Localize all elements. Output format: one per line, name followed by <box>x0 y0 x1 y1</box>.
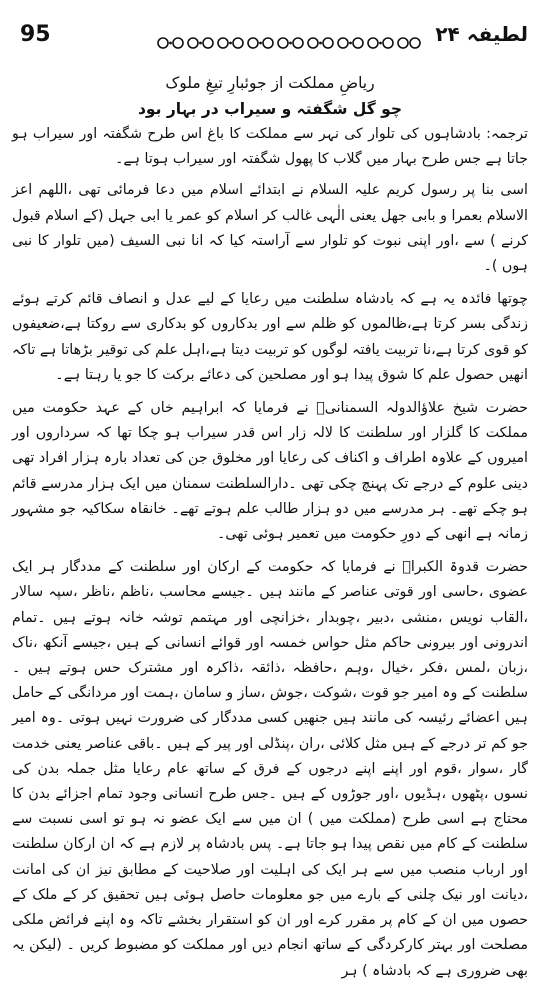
page-number: 95 <box>20 22 51 47</box>
paragraph-qudwat-ul-kubra: حضرت قدوۃ الکبراؒ نے فرمایا کہ حکومت کے ارکان اور سلطنت کے مددگار ہر ایک عضوی ،حاسی اور قوتی عناصر کے مانند ہیں ۔جیسے محاسب ،ناظم ،ناظر ،سپہ سالار ،القاب نویس ،منشی ،دبیر ،چوبدار ،خزانچی اور مہتمم توشہ خانہ ہوتے ہیں ۔تمام اندرونی اور بیرونی حاکم مثل حواس خمسہ اور قوائے انسانی کے ہیں ،جیسے آنکھ ،ناک ،زبان ،لمس ،فکر ،خیال ،وہم ،حافظہ ،ذائقہ ،ذاکرہ اور مشترک حس ہوتے ہیں ۔سلطنت کے وہ امیر جو قوت ،شوکت ،جوش ،ساز و سامان ،ہمت اور مردانگی کے حامل ہیں اعضائے رئیسہ کی مانند ہیں جنھیں کسی مددگار کی ضرورت نہیں ہوتی ۔وہ امیر جو کم تر درجے کے ہیں مثل کلائی ،ران ،پنڈلی اور پیر کے ہیں ۔باقی عناصر یعنی خدمت گار ،سوار ،قوم اور اپنے اپنے درجوں کے فرق کے ساتھ عام رعایا مثل جملہ بدن کی نسوں ،پٹھوں ،ہڈیوں ،اور جوڑوں کے ہیں ۔جس طرح انسانی وجود تمام اجزائے بدن کا محتاج ہے اسی طرح (مملکت میں ) ان میں سے ایک عضو نہ ہو تو اسی نسبت سے سلطنت کے کام میں نقص پیدا ہو جاتا ہے۔ پس بادشاہ پر لازم ہے کہ ان ارکان سلطنت اور ارباب منصب میں سے ہر ایک کی اہلیت اور صلاحیت کے مطابق نیز ان کی امانت ،دیانت اور نیک چلنی کے بارے میں جو معلومات حاصل ہوئی ہیں تحقیق کر کے ملک کے حصوں میں ان کے کام پر مقرر کرے اور ان کو استقرار بخشے تاکہ وہ اپنے فرائض ملکی مصلحت اور بہتر کارکردگی کے ساتھ انجام دیں اور مملکت کو مضبوط کریں ۔ (لیکن یہ بھی ضروری ہے کہ بادشاہ ) ہر <box>12 559 528 979</box>
verse-line-1: ریاضِ مملکت از جوئبارِ تیغِ ملوک <box>165 74 375 92</box>
page-header <box>8 22 528 56</box>
verse-line-2: چو گل شگفتہ و سیراب در بہار بود <box>137 100 403 118</box>
page-body <box>12 70 528 992</box>
paragraph-prophet-prayer: اسی بنا پر رسول کریم علیہ السلام نے ابتدائے اسلام میں دعا فرمائی تھی ،اللھم اعز الاسلام بعمرا و بابی جھل یعنی الٰہی غالب کر اسلام کو عمر یا ابی جہل (کے اسلام قبول کرنے ) سے ،اور اپنی نبوت کو تلوار سے آراستہ کیا کہ انا نبی السیف (میں تلوار کا نبی ہوں )۔ <box>12 182 528 275</box>
section-label: لطیفہ ۲۴ <box>435 22 528 46</box>
paragraph-fourth-benefit: چوتھا فائدہ یہ ہے کہ بادشاہ سلطنت میں رعایا کے لیے عدل و انصاف قائم کرتے ہوئے زندگی بسر کرتا ہے،ظالموں کو ظلم سے اور بدکاروں کو بدکاری سے روکتا ہے،ضعیفوں کو قوی کرتا ہے،نا تربیت یافتہ لوگوں کو تربیت دیتا ہے،اہل علم کی توقیر بڑھاتا ہے تاکہ انھیں حصول علم کا شوق پیدا ہو اور مصلحین کی دعائے برکت کا جو یا رہتا ہے۔ <box>12 291 528 383</box>
chain-ornament <box>156 36 422 50</box>
paragraph-semnani: حضرت شیخ علاؤالدولہ السمنانیؒ نے فرمایا کہ ابراہیم خاں کے عہد حکومت میں مملکت کا گلزار اور سلطنت کا لالہ زار اس قدر سیراب ہو چکا تھا کہ سرداروں اور امیروں کے علاوہ اطراف و اکناف کی رعایا اور مخلوق جن کی تعداد بارہ ہزار افراد تھی دینی علوم کے درجے تک پہنچ چکی تھی ۔دارالسلطنت سمنان میں ایک ہزار مدرسے قائم ہو چکے تھے۔ ہر مدرسے میں دو ہزار طالب علم ہوتے تھے۔ خانقاہ سکاکیہ جو مشہور زمانہ ہے انھی کے دورِ حکومت میں تعمیر ہوئی تھی۔ <box>12 400 528 543</box>
paragraph-translation: ترجمہ: بادشاہوں کی تلوار کی نہر سے مملکت کا باغ اس طرح شگفتہ اور سیراب ہو جاتا ہے جس طرح بہار میں گلاب کا پھول شگفتہ اور سیراب ہوتا ہے۔ <box>12 126 528 168</box>
